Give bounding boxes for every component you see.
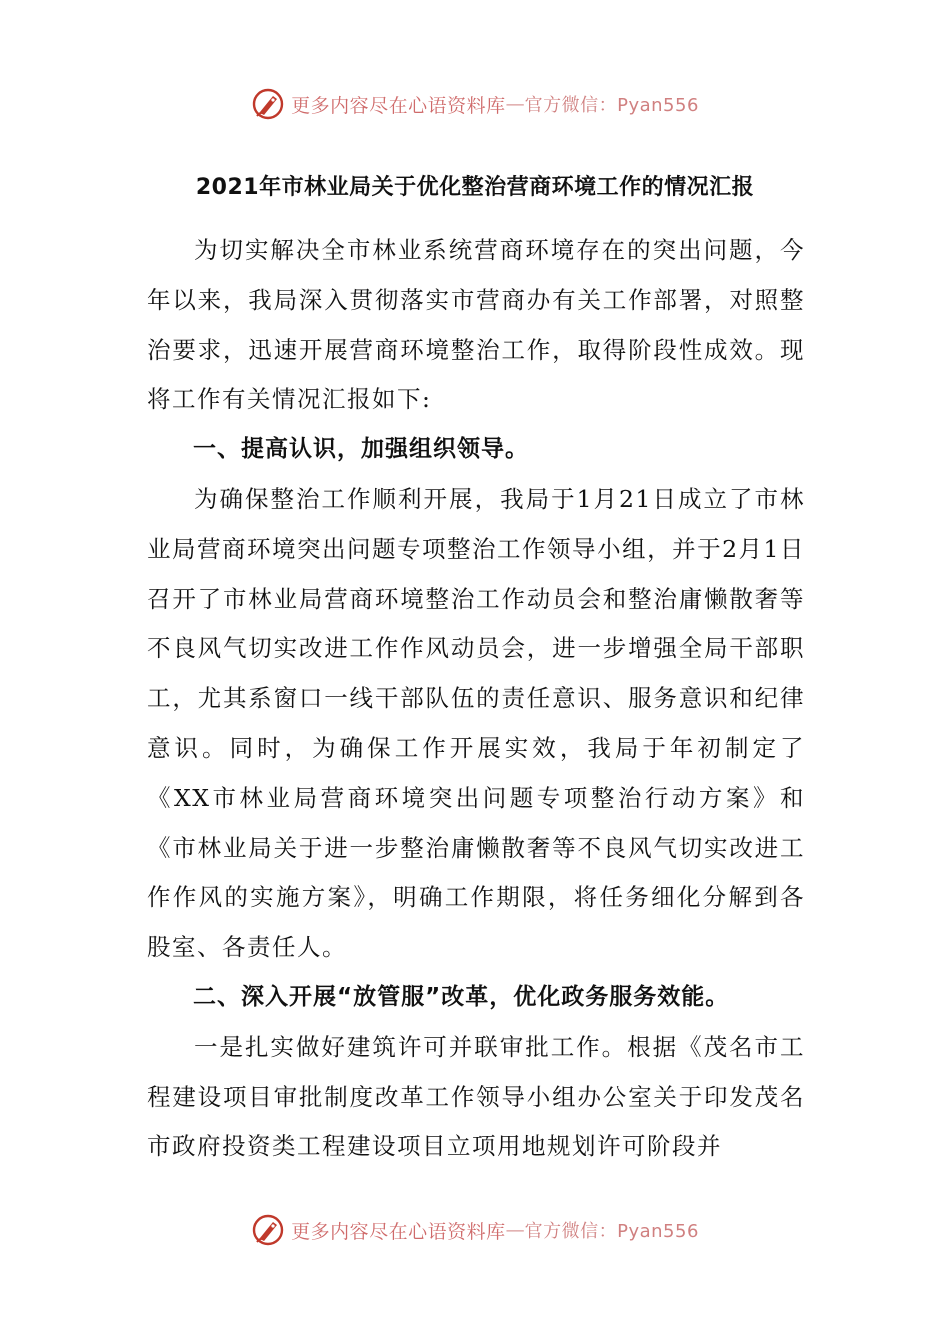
pen-nib-logo-icon — [251, 87, 285, 121]
footer-watermark — [0, 1210, 950, 1250]
document-title: 2021年市林业局关于优化整治营商环境工作的情况汇报 — [195, 175, 755, 200]
header-watermark — [0, 84, 950, 124]
watermark-separator: — — [505, 1219, 525, 1241]
pen-nib-logo-icon — [251, 1213, 285, 1247]
intro-paragraph: 为切实解决全市林业系统营商环境存在的突出问题，今年以来，我局深入贯彻落实市营商办有关工作部署，对照整治要求，迅速开展营商环境整治工作，取得阶段性成效。现将工作有关情况汇报如下: — [147, 236, 805, 414]
watermark-text: 更多内容尽在心语资料库 — [291, 1220, 506, 1243]
document-body — [147, 226, 805, 1172]
section-heading-1: 一、提高认识，加强组织领导。 — [193, 436, 529, 463]
watermark-contact: 官方微信：Pyan556 — [524, 1221, 699, 1242]
section-heading-2: 二、深入开展“放管服”改革，优化政务服务效能。 — [193, 983, 730, 1010]
watermark-contact: 官方微信：Pyan556 — [524, 95, 699, 116]
section-1-paragraph: 为确保整治工作顺利开展，我局于1月21日成立了市林业局营商环境突出问题专项整治工作领导小组，并于2月1日召开了市林业局营商环境整治工作动员会和整治庸懒散奢等不良风气切实改进工作作风动员会，进一步增强全局干部职工，尤其系窗口一线干部队伍的责任意识、服务意识和纪律意识。同时，为确保工作开展实效，我局于年初制定了《XX市林业局营商环境突出问题专项整治行动方案》和《市林业局关于进一步整治庸懒散奢等不良风气切实改进工作作风的实施方案》，明确工作期限，将任务细化分解到各股室、各责任人。 — [147, 484, 805, 962]
section-2-paragraph: 一是扎实做好建筑许可并联审批工作。根据《茂名市工程建设项目审批制度改革工作领导小组办公室关于印发茂名市政府投资类工程建设项目立项用地规划许可阶段并 — [147, 1032, 805, 1161]
watermark-separator: — — [505, 93, 525, 115]
watermark-text: 更多内容尽在心语资料库 — [291, 94, 506, 117]
